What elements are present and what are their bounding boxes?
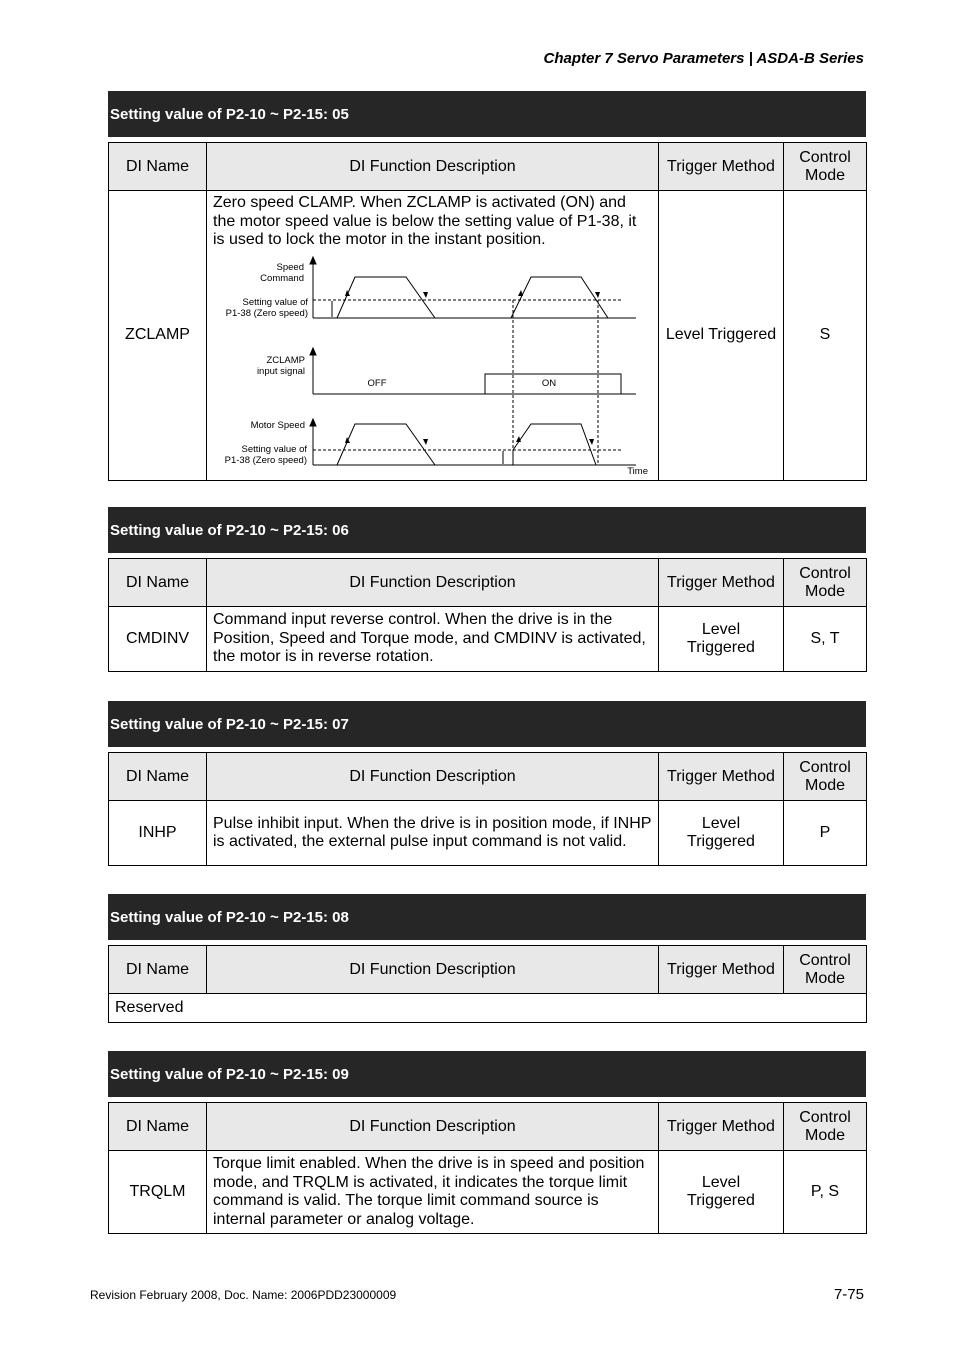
section-title-06: Setting value of P2-10 ~ P2-15: 06 (108, 507, 866, 553)
header-control-mode: Control Mode (784, 559, 867, 607)
label-zclamp: ZCLAMP (266, 354, 305, 366)
trigger-cell: Level Triggered (659, 1151, 784, 1234)
label-setting-value-2: P1-38 (Zero speed) (225, 307, 308, 319)
label-setting-value-1: Setting value of (242, 296, 308, 308)
header-trigger: Trigger Method (659, 559, 784, 607)
header-di-name: DI Name (109, 1103, 207, 1151)
description-text: Zero speed CLAMP. When ZCLAMP is activated (ON) and the motor speed value is below the setting value of P1-38, it is used to lock the motor in the instant position. (213, 194, 637, 248)
header-di-name: DI Name (109, 559, 207, 607)
section-title-05: Setting value of P2-10 ~ P2-15: 05 (108, 91, 866, 137)
top-y-arrow (310, 257, 316, 264)
di-name-cell: CMDINV (109, 607, 207, 672)
description-cell: Pulse inhibit input. When the drive is in position mode, if INHP is activated, the external pulse input command is not valid. (207, 801, 659, 866)
header-description: DI Function Description (207, 946, 659, 994)
mode-cell: P, S (784, 1151, 867, 1234)
header-trigger: Trigger Method (659, 946, 784, 994)
header-di-name: DI Name (109, 753, 207, 801)
page-header-title: Chapter 7 Servo Parameters | ASDA-B Series (543, 50, 864, 67)
label-off: OFF (367, 377, 387, 389)
header-description: DI Function Description (207, 753, 659, 801)
trigger-cell: Level Triggered (659, 191, 784, 481)
label-command-visible: Command (260, 272, 304, 284)
di-table-08 (108, 945, 867, 1023)
label-setting-value-3: Setting value of (241, 443, 307, 455)
description-cell (207, 191, 659, 481)
header-control-mode: Control Mode (784, 1103, 867, 1151)
header-control-mode: Control Mode (784, 143, 867, 191)
label-time: Time (627, 465, 648, 477)
mode-cell: S, T (784, 607, 867, 672)
label-motor-speed: Motor Speed (250, 419, 305, 431)
speed-command-wave (337, 277, 608, 318)
reserved-cell: Reserved (109, 994, 867, 1023)
section-title-07: Setting value of P2-10 ~ P2-15: 07 (108, 701, 866, 747)
di-name-cell: ZCLAMP (109, 191, 207, 481)
label-speed: Speed (276, 261, 304, 273)
zclamp-timing-diagram (213, 256, 651, 478)
header-di-name: DI Name (109, 946, 207, 994)
header-trigger: Trigger Method (659, 753, 784, 801)
trigger-cell: Level Triggered (659, 607, 784, 672)
header-di-name: DI Name (109, 143, 207, 191)
trigger-cell: Level Triggered (659, 801, 784, 866)
speed-arrow-4 (595, 292, 600, 298)
footer-revision: Revision February 2008, Doc. Name: 2006PDD23000009 (90, 1288, 397, 1302)
section-title-08: Setting value of P2-10 ~ P2-15: 08 (108, 894, 866, 940)
header-description: DI Function Description (207, 143, 659, 191)
speed-arrow-3 (518, 290, 523, 296)
mid-y-arrow (310, 348, 316, 355)
header-description: DI Function Description (207, 559, 659, 607)
label-setting-value-4: P1-38 (Zero speed) (224, 454, 307, 466)
header-control-mode: Control Mode (784, 946, 867, 994)
description-cell: Torque limit enabled. When the drive is in speed and position mode, and TRQLM is activated, it indicates the torque limit command is valid. The torque limit command source is internal parameter or analog voltage. (207, 1151, 659, 1234)
di-table-05 (108, 142, 867, 481)
di-table-09 (108, 1102, 867, 1234)
di-table-06 (108, 558, 867, 672)
di-table-07 (108, 752, 867, 866)
header-trigger: Trigger Method (659, 143, 784, 191)
label-input-signal: input signal (256, 365, 305, 377)
speed-arrow-2 (423, 292, 428, 298)
label-on: ON (541, 377, 557, 389)
bot-y-arrow (310, 419, 316, 426)
mode-cell: S (784, 191, 867, 481)
description-cell: Command input reverse control. When the drive is in the Position, Speed and Torque mode, and CMDINV is activated, the motor is in reverse rotation. (207, 607, 659, 672)
motor-speed-wave (337, 424, 596, 465)
header-control-mode: Control Mode (784, 753, 867, 801)
motor-arrow-4 (589, 439, 594, 445)
footer-page-number: 7-75 (833, 1286, 864, 1303)
di-name-cell: TRQLM (109, 1151, 207, 1234)
section-title-09: Setting value of P2-10 ~ P2-15: 09 (108, 1051, 866, 1097)
header-description: DI Function Description (207, 1103, 659, 1151)
header-trigger: Trigger Method (659, 1103, 784, 1151)
mode-cell: P (784, 801, 867, 866)
di-name-cell: INHP (109, 801, 207, 866)
motor-arrow-2 (423, 439, 428, 445)
